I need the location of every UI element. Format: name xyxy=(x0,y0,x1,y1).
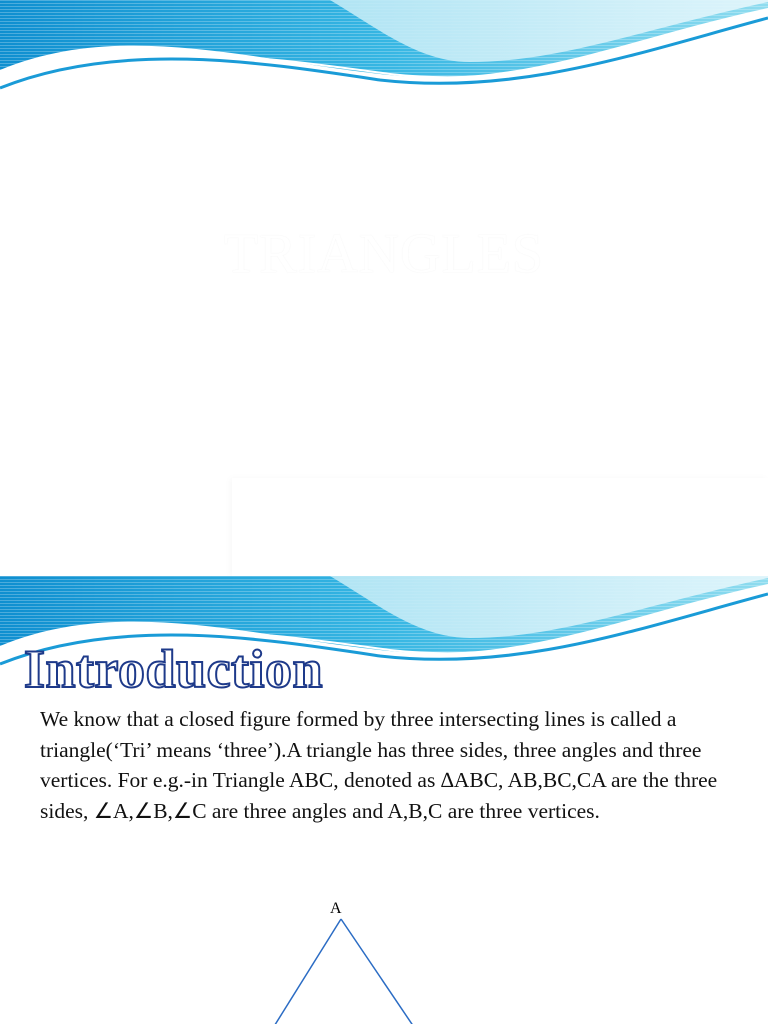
introduction-slide xyxy=(0,576,768,1024)
intro-paragraph: We know that a closed figure formed by three intersecting lines is called a triangle(‘Tri’ means ‘three’).A triangle has three sides, three angles and three vertices. For e.g.-in Triangle ABC, denoted as ∆ABC, AB,BC,CA are the three sides, ∠A,∠B,∠C are three angles and A,B,C are three vertices. xyxy=(40,707,718,823)
slide-title: TRIANGLES xyxy=(223,223,545,285)
triangle-diagram xyxy=(0,576,768,1024)
triangle-side-ab xyxy=(268,919,341,1024)
section-heading: Introduction xyxy=(24,639,324,699)
triangle-side-ac xyxy=(341,919,420,1024)
wave-banner-graphic xyxy=(0,0,768,110)
vertex-label-a: A xyxy=(330,900,342,917)
subtitle-placeholder xyxy=(232,478,768,576)
